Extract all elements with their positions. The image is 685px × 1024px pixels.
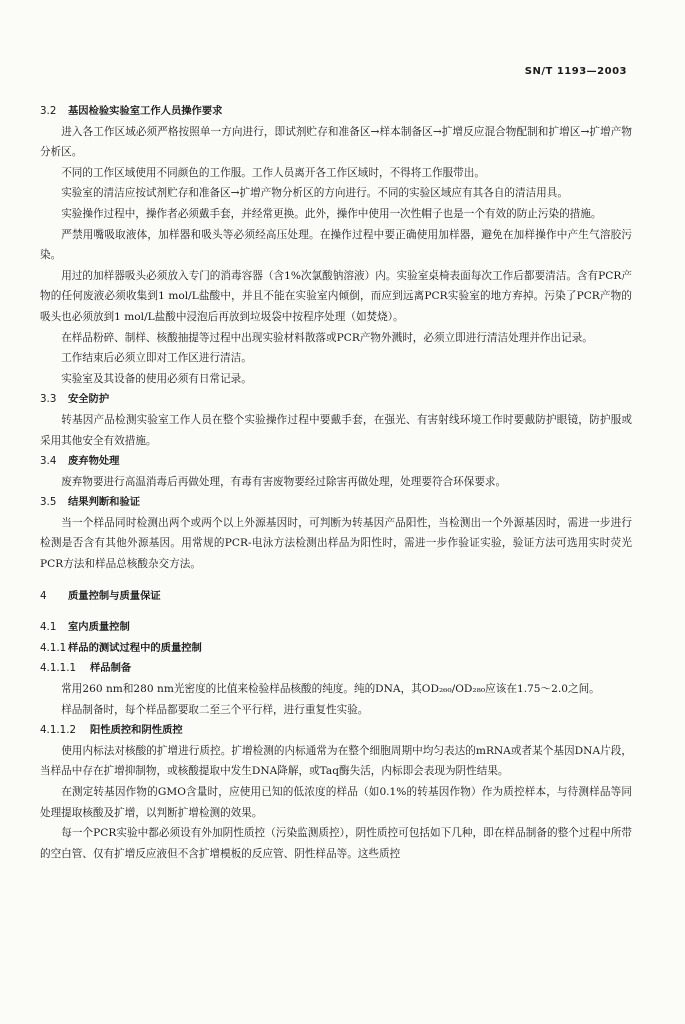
- section-title: 样品制备: [90, 662, 132, 675]
- document-body: [40, 101, 632, 864]
- section-heading: [40, 492, 632, 513]
- section-number: 3.3: [40, 393, 57, 406]
- section-number: 3.2: [40, 105, 57, 117]
- paragraph: 废弃物要进行高温消毒后再做处理，有毒有害废物要经过除害再做处理，处理要符合环保要求。: [61, 475, 507, 488]
- section-number: 3.4: [40, 455, 57, 468]
- paragraph: 转基因产品检测实验室工作人员在整个实验操作过程中要戴手套，在强光、有害射线环境工作时要戴防护眼镜，防护服或采用其他安全有效措施。: [40, 413, 632, 447]
- paragraph: 在测定转基因作物的GMO含量时，应使用已知的低浓度的样品（如0.1%的转基因作物）作为质控样本，与待测样品等同处理提取核酸及扩增，以判断扩增检测的效果。: [40, 786, 632, 819]
- section-heading: [40, 720, 632, 741]
- paragraph: 样品制备时，每个样品都要取二至三个平行样，进行重复性实验。: [61, 703, 369, 716]
- section-number: 4.1: [40, 621, 57, 634]
- section-heading: [40, 389, 632, 410]
- section-title: 室内质量控制: [68, 621, 130, 634]
- section-title: 废弃物处理: [68, 455, 120, 468]
- section-title: 阳性质控和阴性质控: [90, 724, 183, 737]
- section-number: 3.5: [40, 496, 57, 509]
- section-number: 4.1.1.1: [40, 662, 77, 675]
- section-heading: [40, 658, 632, 679]
- paragraph: 不同的工作区域使用不同颜色的工作服。工作人员离开各工作区域时，不得将工作服带出。: [61, 166, 485, 179]
- section-title: 安全防护: [68, 393, 110, 406]
- paragraph: 使用内标法对核酸的扩增进行质控。扩增检测的内标通常为在整个细胞周期中均匀表达的mRNA或者某个基因DNA片段，当样品中存在扩增抑制物，或核酸提取中发生DNA降解，或Taq酶失活，内标即会表现为阴性结果。: [40, 744, 632, 778]
- section-title: 结果判断和验证: [68, 496, 141, 509]
- paragraph: 当一个样品同时检测出两个或两个以上外源基因时，可判断为转基因产品阳性，当检测出一个外源基因时，需进一步进行检测是否含有其他外源基因。用常规的PCR-电泳方法检测出样品为阳性时，需进一步作验证实验，验证方法可选用实时荧光PCR方法和样品总核酸杂交方法。: [40, 516, 632, 571]
- section-number: 4.1.1: [40, 641, 67, 654]
- section-title: 质量控制与质量保证: [68, 589, 161, 602]
- paragraph: 常用260 nm和280 nm光密度的比值来检验样品核酸的纯度。纯的DNA，其OD₂₆₀/OD₂₈₀应该在1.75～2.0之间。: [61, 683, 600, 696]
- paragraph: 用过的加样器吸头必须放入专门的消毒容器（含1%次氯酸钠溶液）内。实验室桌椅表面每次工作后都要清洁。含有PCR产物的任何废液必须收集到1 mol/L盐酸中，并且不能在实验室内倾倒，而应到远离PCR实验室的地方弃掉。污染了PCR产物的吸头也必须放到1 mol/L盐酸中浸泡后再放到垃圾袋中按程序处理（如焚烧）。: [40, 269, 632, 323]
- section-spacer: [40, 606, 632, 617]
- section-number: 4: [40, 589, 47, 602]
- paragraph: 严禁用嘴吸取液体，加样器和吸头等必须经高压处理。在操作过程中要正确使用加样器，避免在加样操作中产生气溶胶污染。: [40, 228, 632, 262]
- paragraph: 工作结束后必须立即对工作区进行清洁。: [61, 352, 252, 365]
- paragraph: 进入各工作区域必须严格按照单一方向进行，即试剂贮存和准备区→样本制备区→扩增反应混合物配制和扩增区→扩增产物分析区。: [40, 125, 632, 159]
- paragraph: 实验操作过程中，操作者必须戴手套，并经常更换。此外，操作中使用一次性帽子也是一个有效的防止污染的措施。: [61, 207, 602, 220]
- section-spacer: [40, 575, 632, 586]
- section-heading: [40, 638, 632, 659]
- paragraph: 实验室的清洁应按试剂贮存和准备区→扩增产物分析区的方向进行。不同的实验区域应有其各自的清洁用具。: [61, 187, 568, 200]
- section-heading: [40, 617, 632, 638]
- section-heading: [40, 101, 632, 122]
- section-number: 4.1.1.2: [40, 724, 77, 737]
- paragraph: 实验室及其设备的使用必须有日常记录。: [61, 372, 252, 385]
- section-title: 基因检验实验室工作人员操作要求: [68, 105, 223, 117]
- paragraph: 在样品粉碎、制样、核酸抽提等过程中出现实验材料散落或PCR产物外溅时，必须立即进行清洁处理并作出记录。: [61, 331, 593, 344]
- section-heading: [40, 451, 632, 472]
- section-title: 样品的测试过程中的质量控制: [68, 641, 202, 654]
- section-heading: [40, 586, 632, 607]
- paragraph: 每一个PCR实验中都必须设有外加阴性质控（污染监测质控），阴性质控可包括如下几种，即在样品制备的整个过程中所带的空白管、仅有扩增反应液但不含扩增模板的反应管、阴性样品等。这些质控: [40, 827, 632, 860]
- standard-code: SN/T 1193—2003: [524, 66, 627, 77]
